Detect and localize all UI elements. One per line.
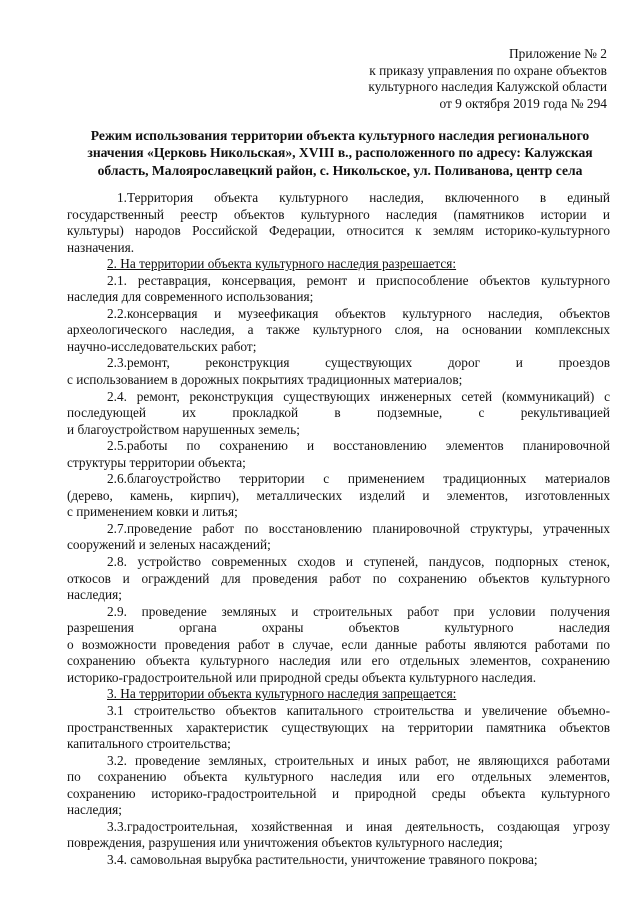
paragraph-line: 2.6.благоустройство территории с применением традиционных материалов [107,471,610,487]
paragraph-line: 2. На территории объекта культурного наследия разрешается: [107,256,457,272]
paragraph-line: назначения. [67,239,135,255]
paragraph [67,554,610,604]
paragraph [67,273,610,306]
paragraph-line: 2.3.ремонт, реконструкция существующих дорог и проездов [107,355,610,371]
paragraph-line: 3.3.градостроительная, хозяйственная и иная деятельность, создающая угрозу [107,818,610,834]
document-title [72,127,608,179]
paragraph-line: с применением ковки и литья; [67,504,238,520]
paragraph-line: откосов и ограждений для проведения работ по сохранению объектов культурного [67,570,610,586]
paragraph-line: капитального строительства; [67,736,231,752]
paragraph-line: 2.5.работы по сохранению и восстановлению элементов планировочной [107,438,610,454]
header-line: от 9 октября 2019 года № 294 [439,95,607,111]
paragraph-line: научно-исследовательских работ; [67,338,257,354]
paragraph-line: государственный реестр объектов культурного наследия (памятников истории и [67,206,610,222]
paragraph-line: 2.8. устройство современных сходов и ступеней, пандусов, подпорных стенок, [107,554,610,570]
paragraph-line: наследия; [67,802,122,818]
paragraph-line: 2.4. ремонт, реконструкция существующих инженерных сетей (коммуникаций) с [107,388,610,404]
paragraph-line: 3.1 строительство объектов капитального строительства и увеличение объемно- [107,702,610,718]
paragraph-line: сохранению историко-градостроительной и природной среды объекта культурного [67,785,610,801]
paragraph [67,521,610,554]
paragraph-line: последующей их прокладкой в подземные, с рекультивацией [67,405,610,421]
paragraph-line: культуры) народов Российской Федерации, относится к землям историко-культурного [67,223,610,239]
paragraph-line: сохранению объекта культурного наследия или его отдельных элементов, сохранению [67,653,610,669]
paragraph [67,686,610,703]
paragraph [67,306,610,356]
paragraph-line: 2.7.проведение работ по восстановлению планировочной структуры, утраченных [107,520,610,536]
paragraph-line: 1.Территория объекта культурного наследия, включенного в единый [117,190,610,205]
header-line: Приложение № 2 [508,46,607,61]
paragraph-line: пространственных характеристик существующих на территории памятника объектов [67,719,610,735]
header-line: культурного наследия Калужской области [368,79,607,95]
paragraph-line: 3.2. проведение земляных, строительных и иных работ, не являющихся работами [107,752,610,768]
paragraph-line: сооружений и зеленых насаждений; [67,537,271,553]
paragraph [67,753,610,819]
paragraph-line: историко-градостроительной или природной среды объекта культурного наследия. [67,669,537,685]
paragraph-line: археологического наследия, а также культурного слоя, на основании комплексных [67,322,610,338]
paragraph-line: структуры территории объекта; [67,454,246,470]
header-line: к приказу управления по охране объектов [369,62,607,78]
paragraph-line: 2.1. реставрация, консервация, ремонт и приспособление объектов культурного [107,272,610,288]
paragraph-line: (дерево, камень, кирпич), металлических изделий и элементов, изготовленных [67,487,610,503]
paragraph-line: разрешения органа охраны объектов культурного наследия [67,620,610,636]
title-line: Режим использования территории объекта культурного наследия регионального [90,128,590,143]
paragraph [67,256,610,273]
paragraph [67,438,610,471]
paragraph-line: повреждения, разрушения или уничтожения объектов культурного наследия; [67,835,503,851]
paragraph [67,389,610,439]
paragraph [67,819,610,852]
paragraph-line: наследия для современного использования; [67,289,314,305]
paragraph [67,852,610,869]
paragraph [67,355,610,388]
paragraph-line: с использованием в дорожных покрытиях традиционных материалов; [67,372,463,388]
paragraph [67,703,610,753]
paragraph-line: 3.4. самовольная вырубка растительности, уничтожение травяного покрова; [107,851,538,867]
paragraph [67,471,610,521]
paragraph-line: 2.9. проведение земляных и строительных работ при условии получения [107,603,610,619]
paragraph-line: по сохранению объекта культурного наследия или его отдельных элементов, [67,769,610,785]
appendix-header [307,46,607,112]
paragraph-line: 3. На территории объекта культурного наследия запрещается: [107,686,457,702]
document-body [67,190,610,868]
paragraph-line: наследия; [67,587,122,603]
paragraph [67,604,610,687]
paragraph-line: 2.2.консервация и музеефикация объектов культурного наследия, объектов [107,305,610,321]
title-line: область, Малоярославецкий район, с. Никольское, ул. Поливанова, центр села [97,162,583,178]
title-line: значения «Церковь Никольская», XVIII в., расположенного по адресу: Калужская [87,145,593,161]
paragraph-line: и благоустройством нарушенных земель; [67,421,300,437]
paragraph [67,190,610,256]
paragraph-line: о возможности проведения работ в случае, если данные работы являются работами по [67,636,610,652]
